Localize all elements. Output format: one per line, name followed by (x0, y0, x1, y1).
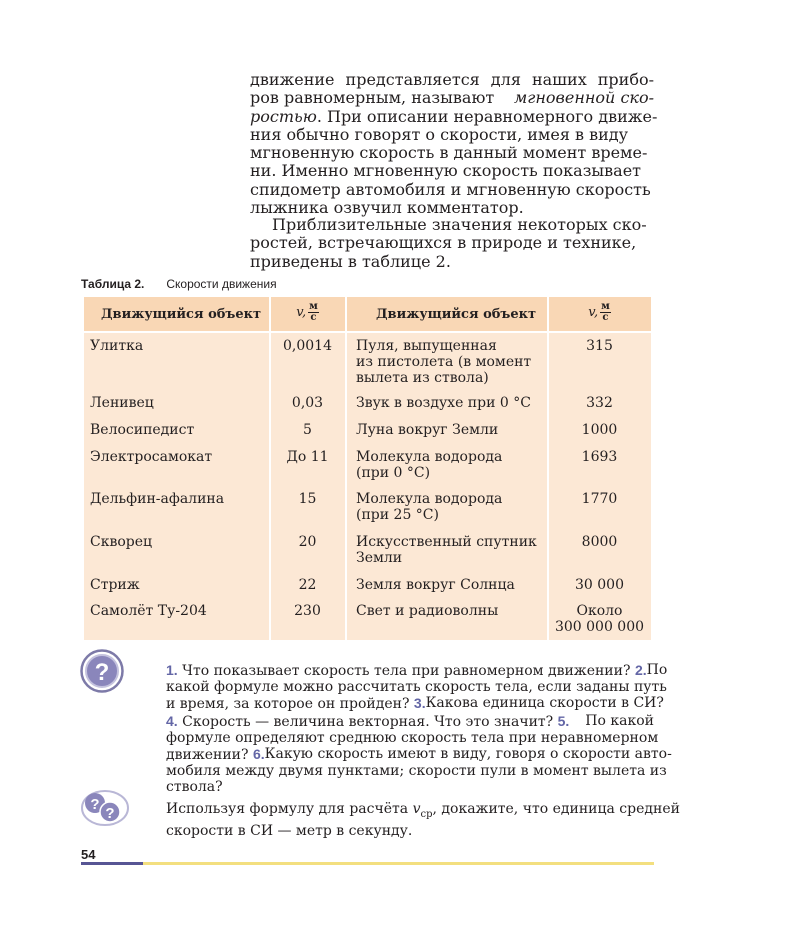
paragraph-2 (250, 216, 654, 271)
table-cell-object: Самолёт Ту-204 (90, 603, 207, 619)
questions-block (166, 662, 672, 796)
question-line: и время, за которое он пройден? 3. Какова единица скорости в СИ? (166, 695, 664, 713)
table-cell-object: Звук в воздухе при 0 °С (356, 395, 531, 411)
svg-text:?: ? (90, 796, 100, 813)
table-cell-speed: Около 300 000 000 (554, 603, 645, 635)
text-line: спидометр автомобиля и мгновенную скорость (250, 179, 651, 199)
text-line: приведены в таблице 2. (250, 251, 451, 271)
table-cell-object: Молекула водорода (при 0 °С) (356, 449, 503, 481)
row-divider (84, 331, 651, 333)
table-cell-speed: 1693 (581, 449, 618, 465)
question-line: 1. Что показывает скорость тела при равномерном движении? 2. По (166, 662, 668, 679)
header-object-right: Движущийся объект (376, 307, 537, 322)
unit-fraction: $\frac{м}{с}$ (309, 301, 318, 323)
question-line: мобиля между двумя пунктами; скорости пули в момент вылета из (166, 763, 667, 780)
text-line: ростью. При описании неравномерного движе- (250, 106, 658, 126)
table-cell-object: Ленивец (90, 395, 154, 411)
table-title: Скорости движения (166, 277, 277, 291)
table-cell-speed: До 11 (286, 449, 329, 465)
table-cell-speed: 5 (303, 422, 312, 438)
table-cell-speed: 15 (298, 491, 317, 507)
table-cell-speed: 1000 (581, 422, 618, 438)
footer-bar (143, 862, 654, 865)
footer-bar-accent (81, 862, 143, 865)
table-cell-speed: 230 (294, 603, 321, 619)
text-line: Приблизительные значения некоторых ско- (272, 215, 647, 234)
unit-fraction: $\frac{м}{с}$ (601, 301, 610, 323)
page-number: 54 (81, 847, 96, 862)
column-divider (345, 297, 347, 640)
table-cell-speed: 1770 (581, 491, 618, 507)
table-cell-speed: 8000 (581, 534, 618, 550)
task-line: скорости в СИ — метр в секунду. (166, 823, 413, 839)
text-line: ни. Именно мгновенную скорость показывает (250, 161, 642, 181)
question-mark-icon (80, 649, 124, 697)
question-line: ствола? (166, 779, 223, 796)
table-cell-speed: 30 000 (575, 577, 624, 593)
svg-text:?: ? (94, 659, 110, 686)
question-line: 4. Скорость — величина векторная. Что это значит? 5. По какой (166, 712, 654, 730)
table-caption (81, 277, 277, 291)
table-cell-speed: 22 (298, 577, 317, 593)
table-cell-object: Улитка (90, 338, 144, 354)
task-block (166, 801, 680, 839)
table-cell-speed: 332 (586, 395, 613, 411)
text-line: мгновенную скорость в данный момент време- (250, 143, 648, 163)
table-cell-speed: 20 (298, 534, 317, 550)
table-cell-object: Дельфин-афалина (90, 491, 225, 507)
text-line: движение представляется для наших прибо- (250, 70, 654, 89)
svg-text:?: ? (105, 805, 115, 822)
table-cell-object: Велосипедист (90, 422, 195, 438)
header-speed-right: v, $\frac{м}{с}$ (588, 301, 610, 323)
table-cell-object: Стриж (90, 577, 140, 593)
header-object-left: Движущийся объект (101, 307, 262, 322)
table-cell-speed: 0,03 (291, 395, 324, 411)
table-cell-object: Молекула водорода (при 25 °С) (356, 491, 503, 523)
text-line: ров равномерным, называют мгновенной ско- (250, 88, 654, 108)
table-cell-object: Электросамокат (90, 449, 213, 465)
question-line: какой формуле можно рассчитать скорость тела, если заданы путь (166, 679, 667, 696)
table-cell-object: Пуля, выпущенная из пистолета (в момент вылета из ствола) (356, 338, 532, 386)
question-line: движении? 6. Какую скорость имеют в виду, говоря о скорости авто- (166, 746, 672, 764)
question-line: формуле определяют среднюю скорость тела при неравномерном (166, 729, 659, 746)
table-cell-speed: 315 (586, 338, 613, 354)
text-line: ростей, встречающихся в природе и технике, (250, 233, 637, 253)
task-line: Используя формулу для расчёта $v_{ср}$, докажите, что единица средней (166, 801, 680, 820)
header-speed-left: v, $\frac{м}{с}$ (296, 301, 318, 323)
table-cell-object: Скворец (90, 534, 153, 550)
double-question-icon (80, 788, 130, 832)
table-number: Таблица 2. (81, 277, 145, 291)
table-cell-speed: 0,0014 (283, 338, 332, 354)
speed-table (84, 297, 651, 640)
text-line: лыжника озвучил комментатор. (250, 198, 524, 218)
table-cell-object: Искусственный спутник Земли (356, 534, 537, 566)
text-line: ния обычно говорят о скорости, имея в виду (250, 124, 629, 144)
table-cell-object: Свет и радиоволны (356, 603, 499, 619)
table-cell-object: Луна вокруг Земли (356, 422, 499, 438)
table-cell-object: Земля вокруг Солнца (356, 577, 515, 593)
paragraph-1 (250, 70, 658, 218)
